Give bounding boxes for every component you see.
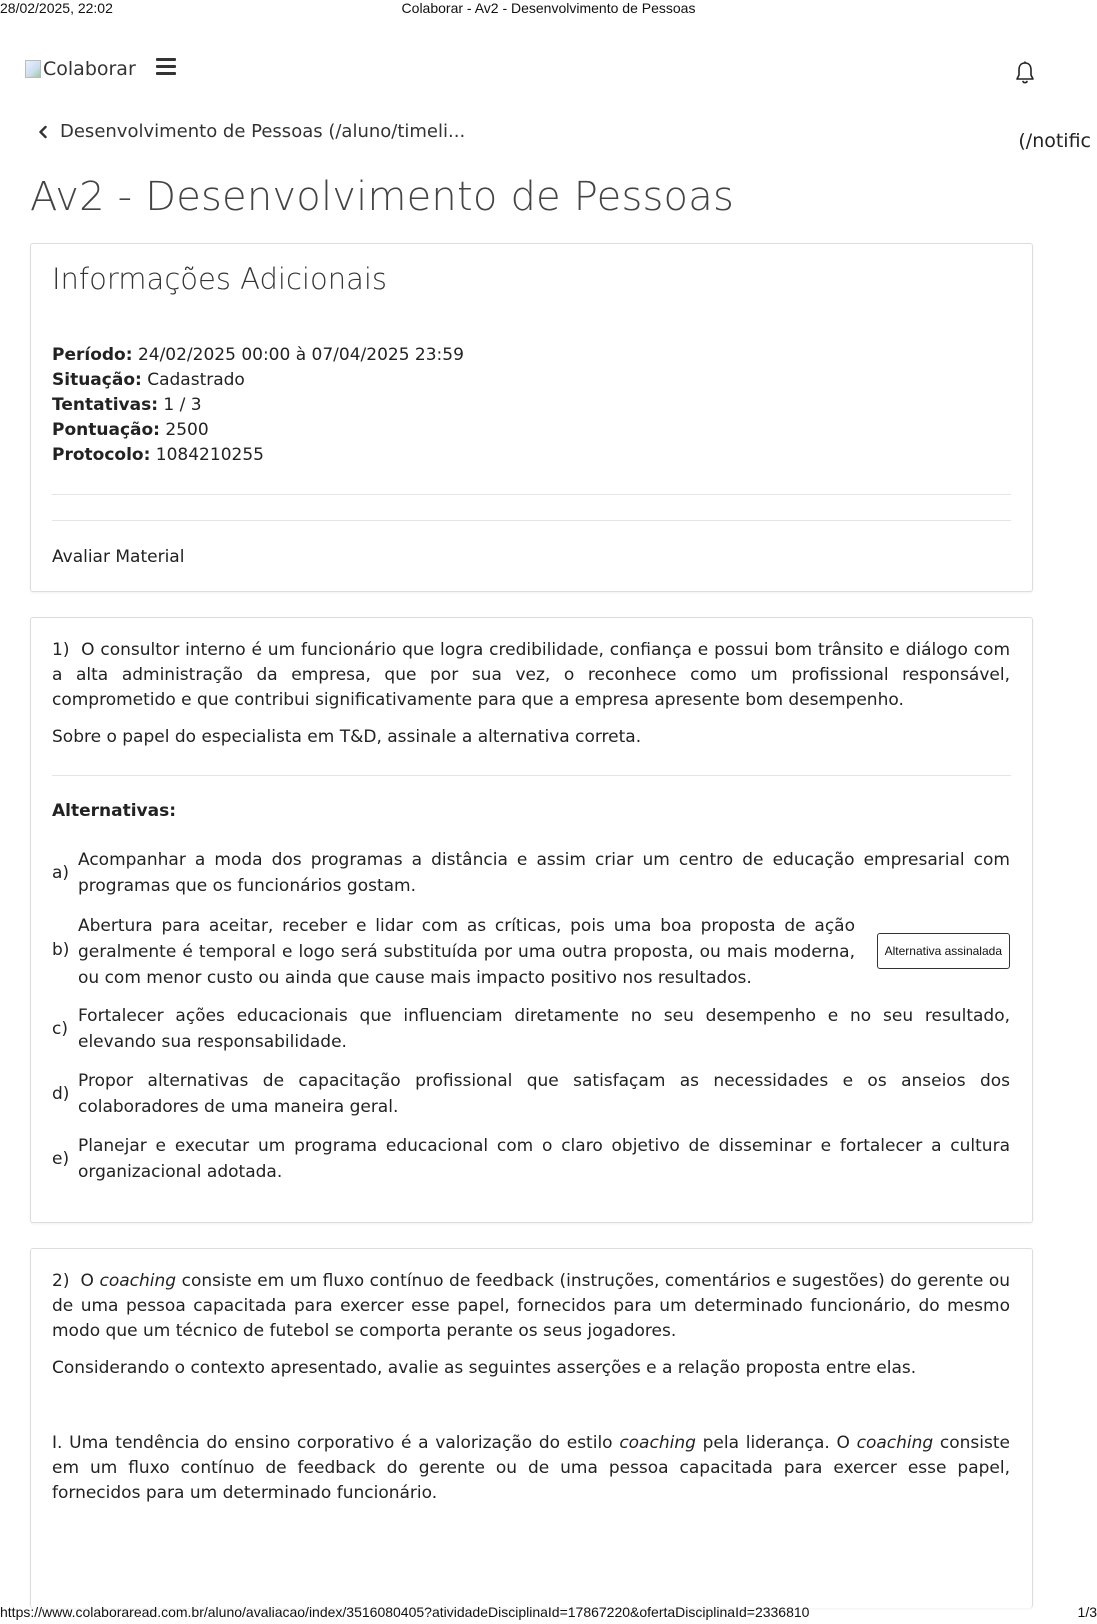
alternatives-label: Alternativas: xyxy=(52,801,177,821)
print-header xyxy=(0,0,1097,18)
divider xyxy=(52,520,1011,521)
print-datetime: 28/02/2025, 22:02 xyxy=(0,0,113,16)
alternative-e[interactable]: e) Planejar e executar um programa educacional com o claro objetivo de disseminar e fortalecer a cultura organizacional adotada. xyxy=(52,1136,1010,1182)
info-periodo: Período: 24/02/2025 00:00 à 07/04/2025 23:59 xyxy=(52,345,464,365)
breadcrumb-label: Desenvolvimento de Pessoas (/aluno/timeli... xyxy=(60,121,466,142)
print-url: https://www.colaboraread.com.br/aluno/avaliacao/index/3516080405?atividadeDisciplinaId=17867220&ofertaDisciplinaId=2336810 xyxy=(0,1604,810,1620)
logo-alt-text: Colaborar xyxy=(43,58,136,80)
logo[interactable] xyxy=(25,58,136,80)
chevron-left-icon xyxy=(36,125,50,139)
info-pontuacao: Pontuação: 2500 xyxy=(52,420,209,440)
print-footer xyxy=(0,1604,1097,1622)
question-1-prompt: Sobre o papel do especialista em T&D, assinale a alternativa correta. xyxy=(52,727,642,747)
info-tentativas: Tentativas: 1 / 3 xyxy=(52,395,202,415)
print-doc-title: Colaborar - Av2 - Desenvolvimento de Pessoas xyxy=(401,0,696,16)
page-title: Av2 - Desenvolvimento de Pessoas xyxy=(30,174,734,220)
bell-icon[interactable] xyxy=(1013,60,1037,86)
info-list xyxy=(52,343,464,468)
question-1-card xyxy=(30,617,1033,1223)
assertion-1: I. Uma tendência do ensino corporativo é a valorização do estilo coaching pela liderança. O coaching consiste em um fluxo contínuo de feedback do gerente ou de uma pessoa capacitada para exercer esse papel, fornecidos para um determinado funcionário. xyxy=(52,1433,1010,1503)
question-2-prompt: Considerando o contexto apresentado, avalie as seguintes asserções e a relação proposta entre elas. xyxy=(52,1358,917,1378)
top-bar xyxy=(25,52,1072,88)
print-page-number: 1/3 xyxy=(1077,1604,1097,1620)
info-card xyxy=(30,243,1033,592)
alternative-a[interactable]: a) Acompanhar a moda dos programas a distância e assim criar um centro de educação empresarial com programas que os funcionários gostam. xyxy=(52,850,1010,896)
alternative-c[interactable]: c) Fortalecer ações educacionais que influenciam diretamente no seu desempenho e no seu resultado, elevando sua responsabilidade. xyxy=(52,1006,1010,1052)
info-protocolo: Protocolo: 1084210255 xyxy=(52,445,264,465)
alternative-b[interactable]: b) Abertura para aceitar, receber e lidar com as críticas, pois uma boa proposta de ação geralmente é temporal e logo será substituída por uma outra proposta, ou mais moderna, ou com menor custo ou ainda que cause mais impacto positivo nos resultados. Alternativa assinalada xyxy=(52,913,1010,991)
breadcrumb-back-link[interactable] xyxy=(36,121,465,142)
question-2-statement: 2) O coaching consiste em um fluxo contínuo de feedback (instruções, comentários e sugestões) do gerente ou de uma pessoa capacitada para exercer esse papel, fornecidos para um determinado funcionário, do mesmo modo que um técnico de futebol se comporta perante os seus jogadores. xyxy=(52,1271,1011,1341)
avaliar-material-link[interactable]: Avaliar Material xyxy=(52,547,185,567)
broken-image-icon xyxy=(25,60,41,78)
question-1-statement: 1) O consultor interno é um funcionário que logra credibilidade, confiança e possui bom trânsito e diálogo com a alta administração da empresa, que por sua vez, o reconhece como um profissional responsável, comprometido e que contribui significativamente para que a empresa apresente bom desempenho. xyxy=(52,640,1011,710)
info-title: Informações Adicionais xyxy=(52,262,388,296)
hamburger-icon[interactable] xyxy=(156,58,176,76)
question-2-card xyxy=(30,1248,1033,1608)
info-situacao: Situação: Cadastrado xyxy=(52,370,245,390)
notifications-link[interactable]: (/notific xyxy=(1018,130,1091,152)
selected-alternative-badge: Alternativa assinalada xyxy=(877,933,1010,969)
divider xyxy=(52,775,1011,776)
alternative-d[interactable]: d) Propor alternativas de capacitação profissional que satisfaçam as necessidades e os anseios dos colaboradores de uma maneira geral. xyxy=(52,1071,1010,1117)
divider xyxy=(52,494,1011,495)
